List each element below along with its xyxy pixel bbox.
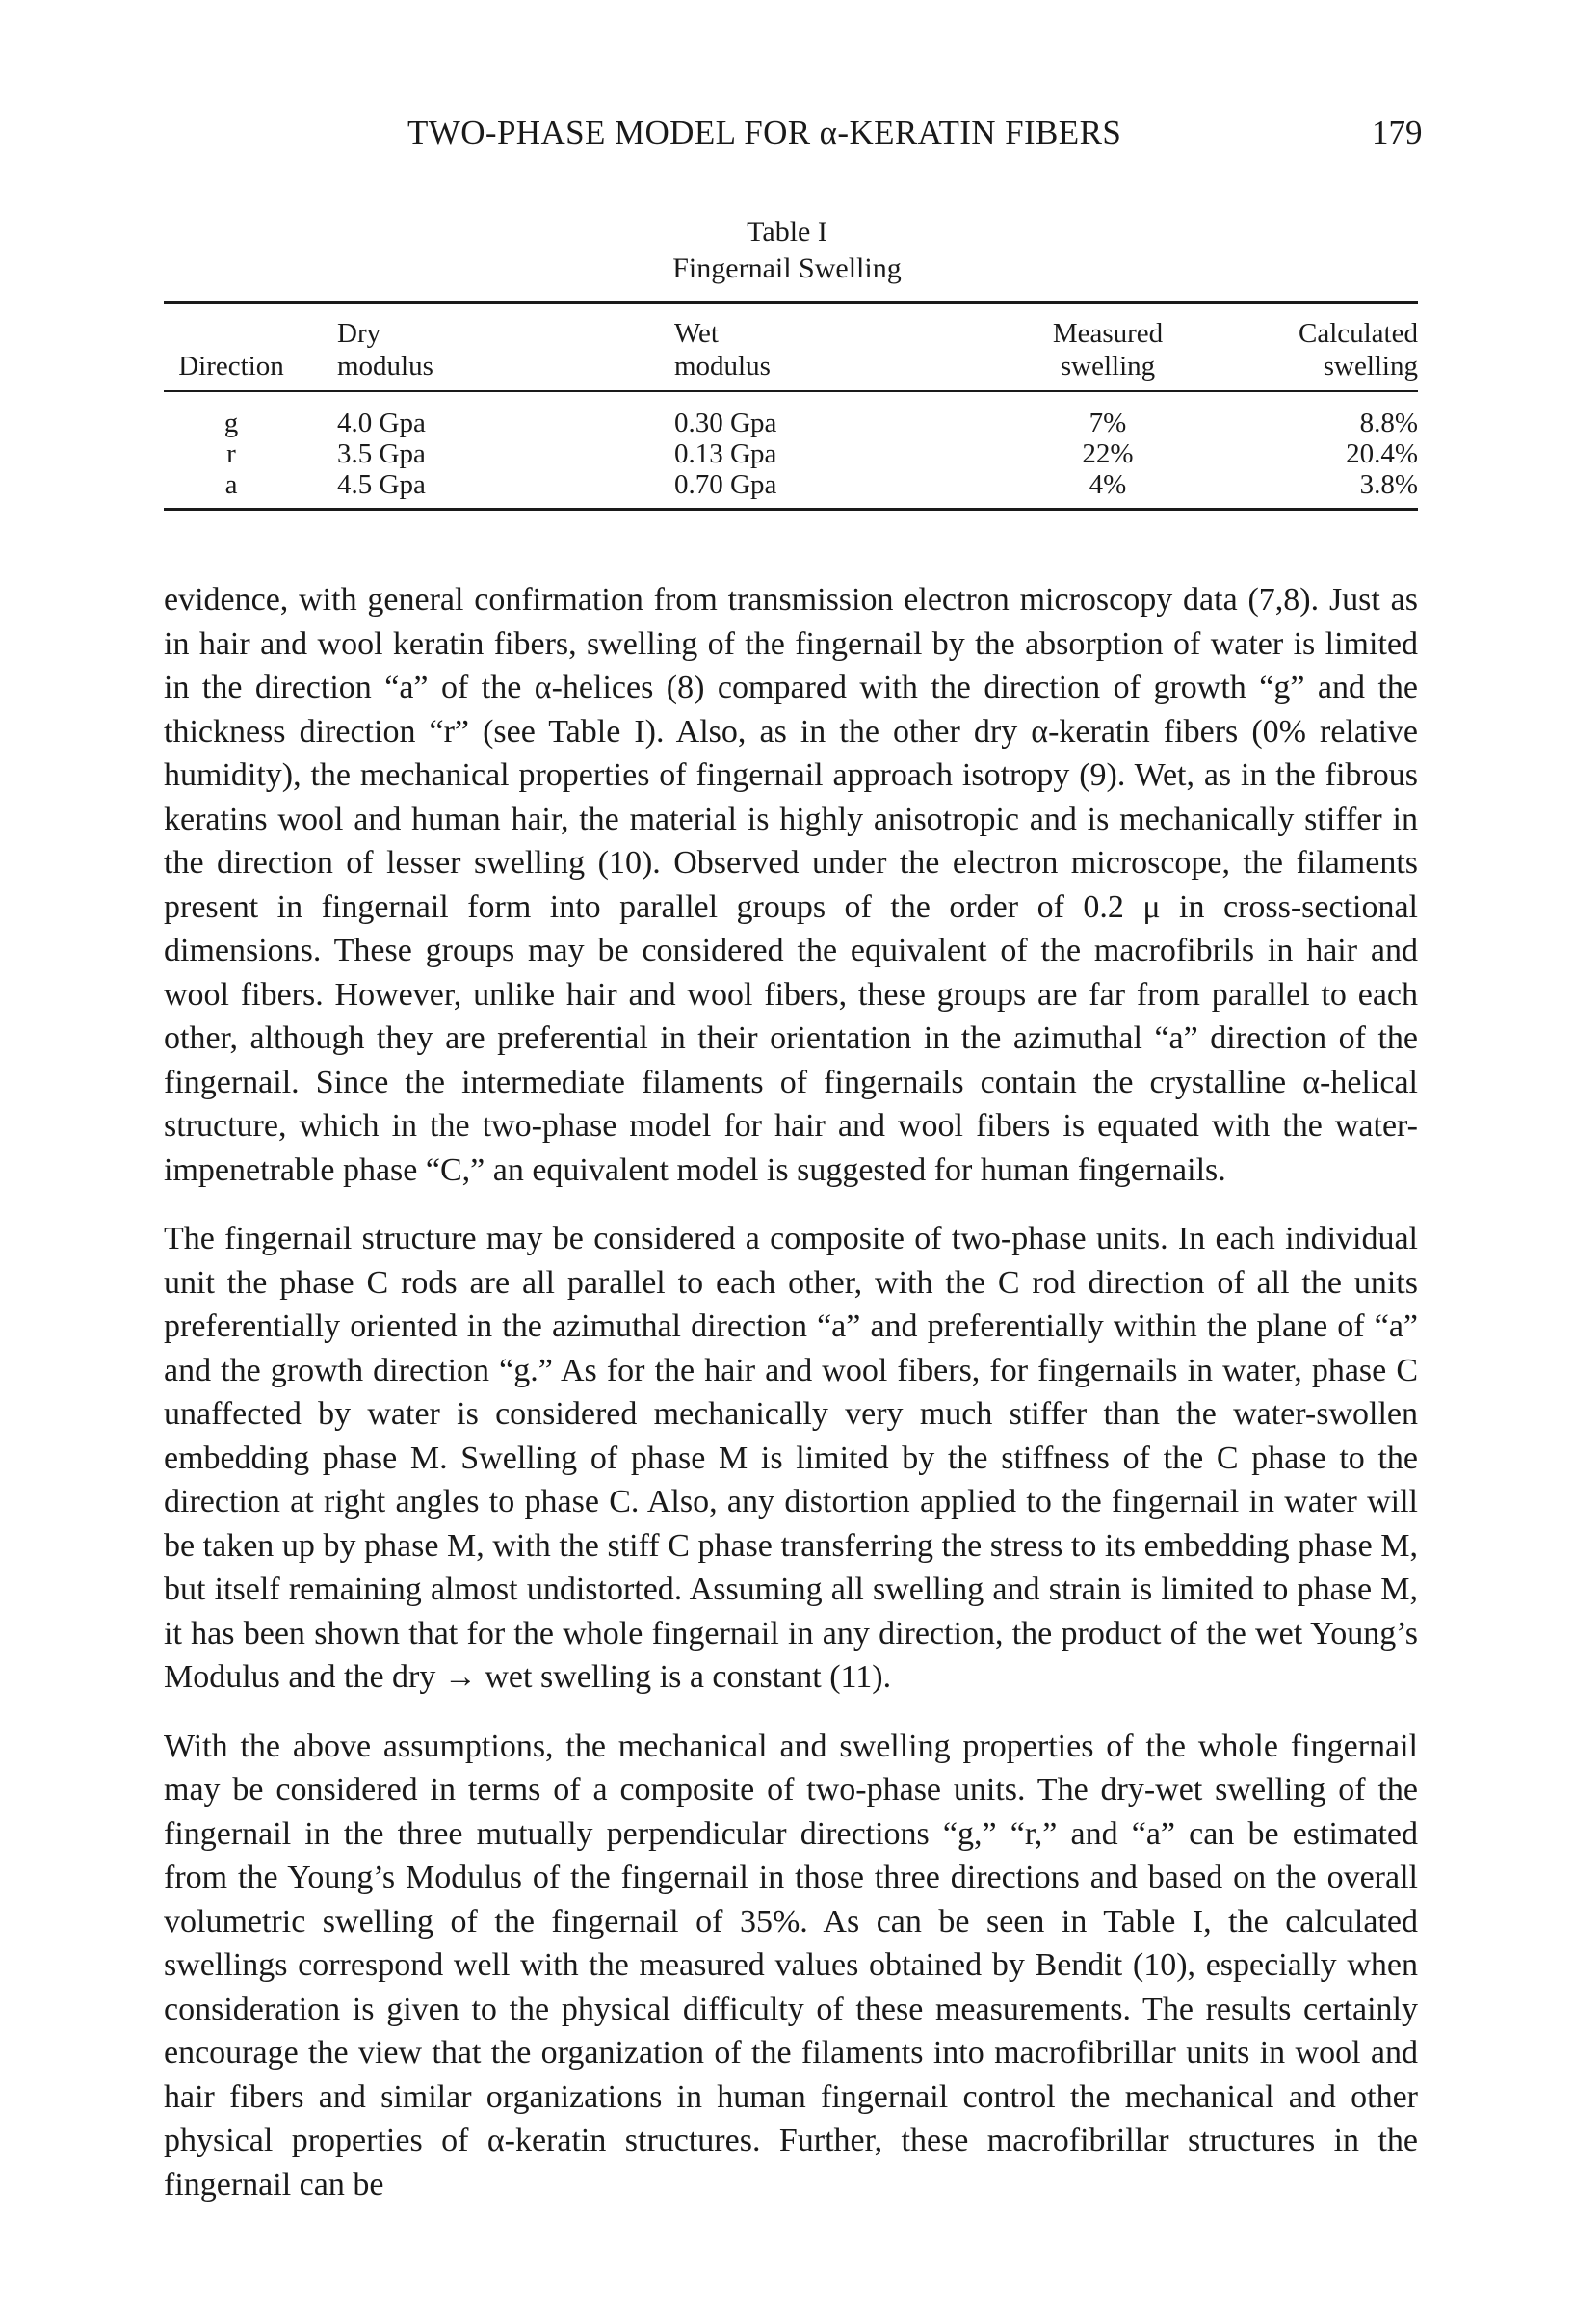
cell-direction: r [226, 438, 236, 469]
column-header-wet-modulus: Wet modulus [674, 318, 771, 382]
cell-wet-modulus: 0.13 Gpa [674, 438, 777, 469]
column-header-calculated-swelling: Calculated swelling [1298, 318, 1418, 382]
cell-direction: a [224, 469, 238, 500]
table-label: Table I [747, 216, 827, 248]
cell-dry-modulus: 3.5 Gpa [337, 438, 426, 469]
cell-measured-swelling: 22% [1082, 438, 1134, 469]
fingernail-swelling-table [164, 301, 1418, 511]
table-row [164, 469, 1418, 508]
running-header [0, 114, 1574, 162]
column-header-measured-swelling: Measured swelling [1052, 318, 1164, 382]
table-row [164, 392, 1418, 438]
cell-dry-modulus: 4.5 Gpa [337, 469, 426, 500]
table-title: Fingernail Swelling [672, 252, 902, 284]
table-row [164, 438, 1418, 469]
running-title: TWO-PHASE MODEL FOR α-KERATIN FIBERS [407, 114, 1122, 151]
cell-measured-swelling: 7% [1089, 408, 1127, 438]
page-number: 179 [1372, 114, 1423, 151]
cell-measured-swelling: 4% [1089, 469, 1127, 500]
paragraph: The fingernail structure may be considered a composite of two-phase units. In each individual unit the phase C rods are all parallel to each other, with the C rod direction of all the units preferentially oriented in the azimuthal direction “a” and preferentially within the plane of “a” and the growth direction “g.” As for the hair and wool fibers, for fingernails in water, phase C unaffected by water is considered mechanically very much stiffer than the water-swollen embedding phase M. Swelling of phase M is limited by the stiffness of the C phase to the direction at right angles to phase C. Also, any distortion applied to the fingernail in water will be taken up by phase M, with the stiff C phase transferring the stress to its embedding phase M, but itself remaining almost undistorted. Assuming all swelling and strain is limited to phase M, it has been shown that for the whole fingernail in any direction, the product of the wet Young’s Modulus and the dry → wet swelling is a constant (11). [164, 1221, 1418, 1695]
table-bottom-rule [164, 508, 1418, 511]
column-header-dry-modulus: Dry modulus [337, 318, 433, 382]
cell-wet-modulus: 0.70 Gpa [674, 469, 777, 500]
cell-wet-modulus: 0.30 Gpa [674, 408, 777, 438]
data-table [164, 304, 1418, 508]
cell-direction: g [223, 408, 239, 438]
body-text [164, 578, 1418, 2232]
paragraph: evidence, with general confirmation from transmission electron microscopy data (7,8). Just as in hair and wool keratin fibers, swelling of the fingernail by the absorption of water is limited in the direction “a” of the α-helices (8) compared with the direction of growth “g” and the thickness direction “r” (see Table I). Also, as in the other dry α-keratin fibers (0% relative humidity), the mechanical properties of fingernail approach isotropy (9). Wet, as in the fibrous keratins wool and human hair, the material is highly anisotropic and is mechanically stiffer in the direction of lesser swelling (10). Observed under the electron microscope, the filaments present in fingernail form into parallel groups of the order of 0.2 μ in cross-sectional dimensions. These groups may be considered the equivalent of the macrofibrils in hair and wool fibers. However, unlike hair and wool fibers, these groups are far from parallel to each other, although they are preferential in their orientation in the azimuthal “a” direction of the fingernail. Since the intermediate filaments of fingernails contain the crystalline α-helical structure, which in the two-phase model for hair and wool fibers is equated with the water-impenetrable phase “C,” an equivalent model is suggested for human fingernails. [164, 582, 1418, 1188]
cell-calculated-swelling: 3.8% [1359, 469, 1418, 500]
cell-calculated-swelling: 8.8% [1359, 408, 1418, 438]
table-header-row [164, 304, 1418, 390]
cell-calculated-swelling: 20.4% [1346, 438, 1418, 469]
table-caption [0, 214, 1574, 287]
cell-dry-modulus: 4.0 Gpa [337, 408, 426, 438]
paragraph: With the above assumptions, the mechanical and swelling properties of the whole fingernail may be considered in terms of a composite of two-phase units. The dry-wet swelling of the fingernail in the three mutually perpendicular directions “g,” “r,” and “a” can be estimated from the Young’s Modulus of the fingernail in those three directions and based on the overall volumetric swelling of the fingernail of 35%. As can be seen in Table I, the calculated swellings correspond well with the measured values obtained by Bendit (10), especially when consideration is given to the physical difficulty of these measurements. The results certainly encourage the view that the organization of the filaments into macrofibrillar units in wool and hair fibers and similar organizations in human fingernail control the mechanical and other physical properties of α-keratin structures. Further, these macrofibrillar structures in the fingernail can be [164, 1728, 1418, 2203]
column-header-direction: Direction [178, 351, 284, 382]
